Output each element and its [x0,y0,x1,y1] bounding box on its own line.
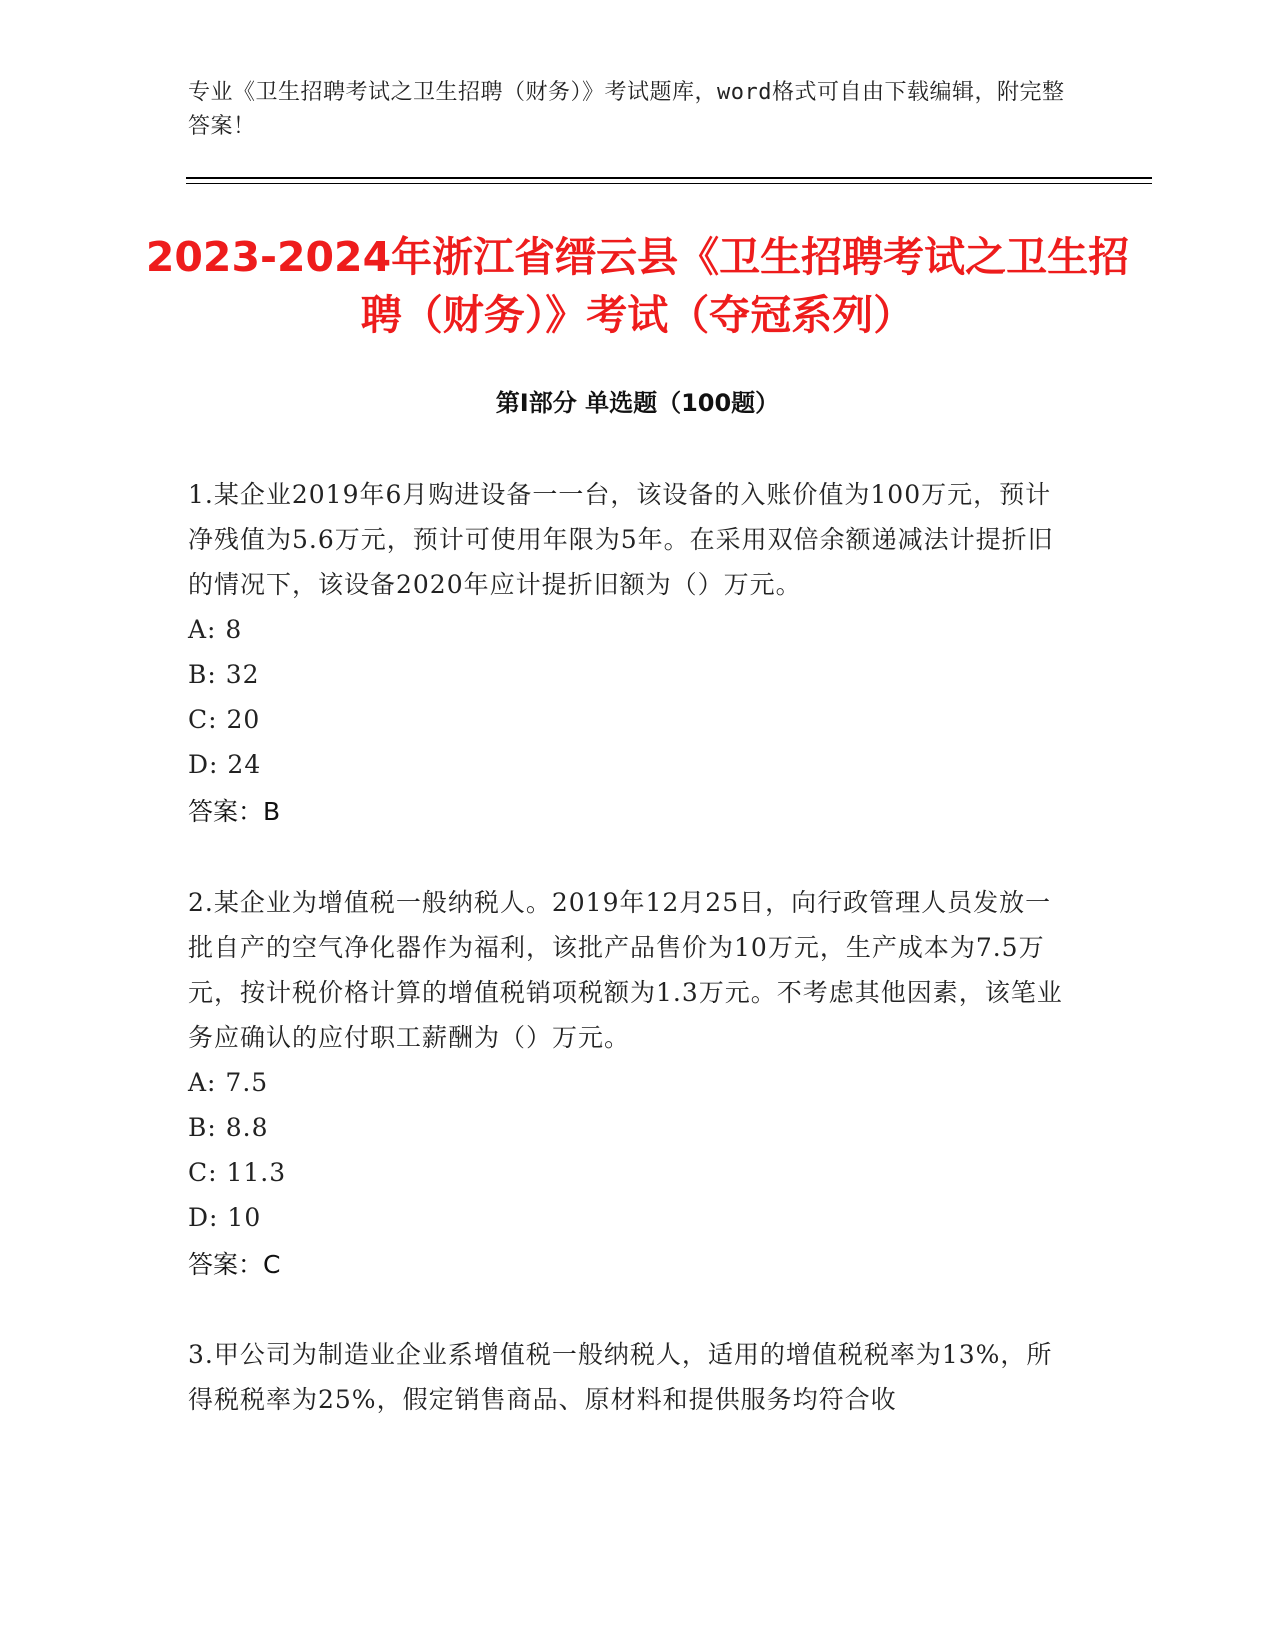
question-1-answer: 答案：B [188,797,281,826]
question-1-option-c: C: 20 [188,705,261,734]
question-1-stem: 1.某企业2019年6月购进设备一一台，该设备的入账价值为100万元，预计净残值为5.6万元，预计可使用年限为5年。在采用双倍余额递减法计提折旧的情况下，该设备2020年应计提折旧额为（）万元。 [188,480,1054,599]
question-1-option-d: D: 24 [188,750,262,779]
question-3-stem: 3.甲公司为制造业企业系增值税一般纳税人，适用的增值税税率为13%，所得税税率为25%，假定销售商品、原材料和提供服务均符合收 [188,1340,1053,1414]
question-2-option-d: D: 10 [188,1203,262,1232]
document-title: 2023-2024年浙江省缙云县《卫生招聘考试之卫生招聘（财务）》考试（夺冠系列） [145,233,1130,339]
question-2-answer: 答案：C [188,1250,281,1279]
section-heading: 第Ⅰ部分 单选题（100题） [495,389,780,417]
header-divider-thin [186,183,1152,184]
document-header-note: 专业《卫生招聘考试之卫生招聘（财务）》考试题库，word格式可自由下载编辑，附完整答案！ [188,80,1065,139]
question-1-option-b: B: 32 [188,660,260,689]
question-2-option-a: A: 7.5 [188,1068,269,1097]
question-1-option-a: A: 8 [188,615,243,644]
header-divider-thick [186,177,1152,179]
question-2-stem: 2.某企业为增值税一般纳税人。2019年12月25日，向行政管理人员发放一批自产的空气净化器作为福利，该批产品售价为10万元，生产成本为7.5万元，按计税价格计算的增值税销项税额为1.3万元。不考虑其他因素，该笔业务应确认的应付职工薪酬为（）万元。 [188,888,1063,1052]
question-1 [188,472,1068,834]
question-2-option-c: C: 11.3 [188,1158,287,1187]
question-3 [188,1332,1068,1422]
question-2-option-b: B: 8.8 [188,1113,269,1142]
question-2 [188,880,1068,1287]
